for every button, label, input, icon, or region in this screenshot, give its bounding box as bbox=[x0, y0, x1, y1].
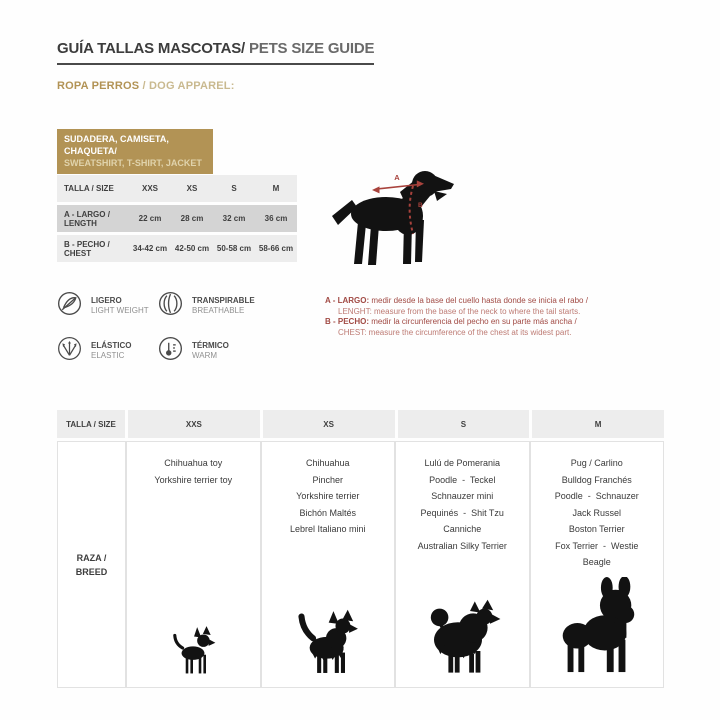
breed-table-header bbox=[57, 410, 664, 438]
breed-name: Jack Russel bbox=[572, 507, 621, 518]
breed-name: Pequinés - Shit Tzu bbox=[420, 507, 504, 518]
breed-name: Yorkshire terrier bbox=[296, 491, 360, 501]
breed-name: Schnauzer mini bbox=[431, 491, 494, 501]
raza-line1: RAZA / bbox=[76, 552, 107, 563]
breed-col-xxs bbox=[127, 442, 260, 687]
feature-elastic bbox=[57, 336, 131, 366]
garment-type-banner bbox=[57, 129, 213, 174]
breed-name: Chihuahua toy bbox=[164, 458, 223, 468]
breed-header-xs: XS bbox=[263, 410, 395, 438]
breed-header-xxs: XXS bbox=[128, 410, 260, 438]
breed-name: Bulldog Franchés bbox=[561, 474, 632, 485]
breed-name: Beagle bbox=[582, 557, 611, 567]
feather-icon bbox=[57, 291, 82, 321]
size-table-header-xxs: XXS bbox=[129, 175, 171, 202]
breed-header-label: TALLA / SIZE bbox=[57, 410, 125, 438]
feature-en: BREATHABLE bbox=[192, 306, 245, 315]
breed-name: Australian Silky Terrier bbox=[417, 540, 507, 551]
breed-name: Canniche bbox=[443, 524, 482, 534]
length-m: 36 cm bbox=[255, 205, 297, 232]
size-table-header-m: M bbox=[255, 175, 297, 202]
note-length-text: measure from the base of the neck to where the tail starts. bbox=[371, 306, 581, 316]
breed-header-m: M bbox=[532, 410, 664, 438]
breed-col-xs bbox=[262, 442, 395, 687]
long-haired-chihuahua-silhouette bbox=[290, 607, 366, 675]
breed-list-xs bbox=[262, 442, 395, 538]
feature-breathable bbox=[158, 291, 255, 321]
chest-row-label: B - PECHO / CHEST bbox=[57, 235, 129, 262]
breed-name: Fox Terrier - Westie bbox=[555, 540, 639, 551]
labrador-measure-silhouette bbox=[326, 158, 458, 272]
breed-col-s bbox=[396, 442, 529, 687]
note-length-en bbox=[338, 307, 630, 318]
size-table bbox=[57, 175, 297, 262]
banner-line-es: SUDADERA, CAMISETA, CHAQUETA/ bbox=[64, 134, 169, 156]
page-title-es: GUÍA TALLAS MASCOTAS/ bbox=[57, 40, 246, 57]
feature-lightweight bbox=[57, 291, 149, 321]
note-chest-en bbox=[338, 328, 630, 339]
breed-list-xxs bbox=[127, 442, 260, 488]
length-s: 32 cm bbox=[213, 205, 255, 232]
subtitle-en: / DOG APPAREL: bbox=[142, 80, 235, 92]
breed-list-s bbox=[396, 442, 529, 554]
banner-line-en: SWEATSHIRT, T-SHIRT, JACKET bbox=[64, 158, 202, 168]
length-row-label: A - LARGO / LENGTH bbox=[57, 205, 129, 232]
breed-name: Pincher bbox=[312, 474, 343, 485]
subtitle-es: ROPA PERROS bbox=[57, 80, 143, 92]
note-largo-label: A - LARGO: bbox=[325, 296, 370, 305]
elastic-arrows-icon bbox=[57, 336, 82, 366]
chihuahua-toy-silhouette bbox=[164, 623, 222, 675]
breed-header-s: S bbox=[398, 410, 530, 438]
breed-col-m bbox=[531, 442, 664, 687]
breed-name: Bichón Maltés bbox=[299, 507, 357, 518]
note-largo-text: medir desde la base del cuello hasta donde se inicia el rabo / bbox=[369, 296, 588, 305]
raza-line2: BREED bbox=[75, 566, 108, 577]
pomeranian-spitz-silhouette bbox=[416, 595, 508, 675]
breed-name: Lulú de Pomerania bbox=[424, 458, 501, 468]
label-a: A bbox=[394, 173, 400, 182]
note-largo-es bbox=[325, 296, 630, 307]
breed-table-body bbox=[57, 441, 664, 688]
page-title-en: PETS SIZE GUIDE bbox=[245, 40, 375, 57]
breed-name: Chihuahua bbox=[305, 458, 350, 468]
measurement-diagram bbox=[326, 158, 458, 277]
breed-name: Lebrel Italiano mini bbox=[289, 524, 366, 534]
feature-warm bbox=[158, 336, 229, 366]
feature-en: WARM bbox=[192, 351, 218, 360]
page-title bbox=[57, 40, 374, 65]
feature-es: LIGERO bbox=[91, 296, 122, 305]
note-chest-label: CHEST: bbox=[338, 327, 367, 337]
feature-es: ELÁSTICO bbox=[91, 341, 132, 350]
thermometer-icon bbox=[158, 336, 183, 366]
size-table-header-s: S bbox=[213, 175, 255, 202]
feature-en: LIGHT WEIGHT bbox=[91, 306, 149, 315]
section-subtitle bbox=[57, 80, 235, 92]
breed-name: Poodle - Schnauzer bbox=[554, 491, 639, 501]
note-pecho-text: medir la circunferencia del pecho en su parte más ancha / bbox=[369, 317, 577, 326]
length-xxs: 22 cm bbox=[129, 205, 171, 232]
note-length-label: LENGHT: bbox=[338, 306, 372, 316]
breed-name: Boston Terrier bbox=[568, 524, 625, 534]
size-table-header-xs: XS bbox=[171, 175, 213, 202]
length-xs: 28 cm bbox=[171, 205, 213, 232]
feature-en: ELASTIC bbox=[91, 351, 125, 360]
chest-m: 58-66 cm bbox=[255, 235, 297, 262]
feature-es: TÉRMICO bbox=[192, 341, 229, 350]
measurement-notes bbox=[325, 296, 630, 338]
note-pecho-label: B - PECHO: bbox=[325, 317, 369, 326]
note-pecho-es bbox=[325, 317, 630, 328]
breed-list-m bbox=[531, 442, 664, 571]
breed-name: Yorkshire terrier toy bbox=[154, 474, 233, 485]
feature-es: TRANSPIRABLE bbox=[192, 296, 255, 305]
breed-name: Pug / Carlino bbox=[570, 458, 623, 468]
breed-row-label bbox=[58, 442, 125, 687]
note-chest-text: measure the circumference of the chest at its widest part. bbox=[366, 327, 572, 337]
chest-xxs: 34-42 cm bbox=[129, 235, 171, 262]
size-table-header-label: TALLA / SIZE bbox=[57, 175, 129, 202]
chest-s: 50-58 cm bbox=[213, 235, 255, 262]
french-bulldog-silhouette bbox=[543, 577, 651, 675]
breed-name: Poodle - Teckel bbox=[429, 474, 496, 485]
label-b: B bbox=[418, 202, 423, 209]
breathable-icon bbox=[158, 291, 183, 321]
chest-xs: 42-50 cm bbox=[171, 235, 213, 262]
